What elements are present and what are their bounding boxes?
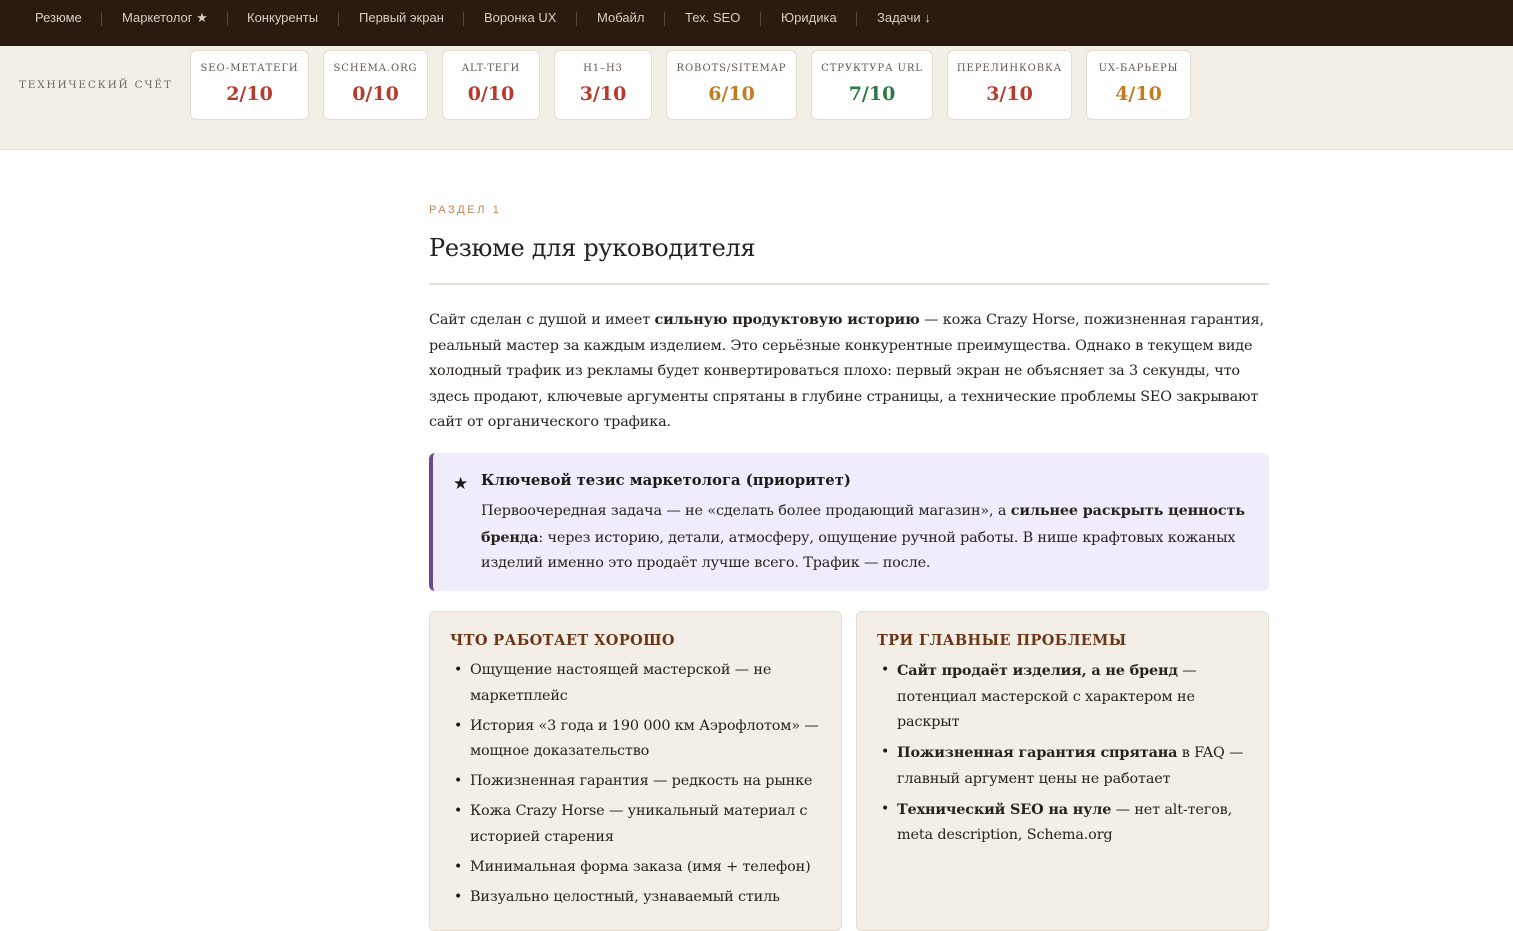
score-card-label: SEO-МЕТАТЕГИ	[200, 63, 299, 74]
intro-text: — кожа Crazy Horse, пожизненная гарантия, реальный мастер за каждым изделием. Это серьёзные конкурентные преимущества. Однако в текущем виде холодный трафик из рекламы будет конвертироваться плохо: первый экран не объясняет за 3 секунды, что здесь продают, ключевые аргументы спрятаны в глубине страницы, а технические проблемы SEO закрывают сайт от органического трафика.	[429, 312, 1265, 430]
nav-separator	[576, 12, 577, 26]
list-item	[877, 797, 1247, 849]
problem-emphasis: Сайт продаёт изделия, а не бренд	[897, 662, 1178, 679]
nav-item-tasks[interactable]: Задачи ↓	[877, 10, 931, 25]
problem-text: — потенциал мастерской с характером не раскрыт	[897, 663, 1197, 730]
score-card-alt-tags	[442, 50, 540, 120]
nav-item-marketer[interactable]: Маркетолог ★	[122, 10, 208, 25]
score-card-label: UX-БАРЬЕРЫ	[1098, 63, 1179, 74]
key-thesis-callout	[429, 453, 1269, 591]
list-item: • История «3 года и 190 000 км Аэрофлотом» — мощное доказательство	[450, 714, 820, 765]
score-card-label: H1–H3	[583, 63, 623, 74]
score-card-label: ROBOTS/SITEMAP	[676, 63, 787, 74]
score-card-label: SCHEMA.ORG	[333, 63, 418, 74]
star-icon: ★	[453, 474, 469, 494]
nav-separator	[101, 12, 102, 26]
score-card-url-structure	[811, 50, 933, 120]
score-card-value: 6/10	[708, 83, 755, 105]
main-problems-title: ТРИ ГЛАВНЫЕ ПРОБЛЕМЫ	[877, 632, 1127, 649]
section-kicker: РАЗДЕЛ 1	[429, 204, 502, 216]
score-card-label: ПЕРЕЛИНКОВКА	[956, 63, 1063, 74]
nav-item-competitors[interactable]: Конкуренты	[247, 10, 319, 25]
callout-text	[481, 498, 1256, 577]
problem-text: — нет alt-тегов, meta description, Schema.org	[897, 801, 1233, 843]
nav-separator	[227, 12, 228, 26]
callout-text-part: Первоочередная задача — не «сделать более продающий магазин», а	[481, 503, 1011, 519]
score-card-value: 0/10	[352, 83, 399, 105]
score-card-value: 0/10	[467, 83, 515, 105]
score-card-seo-meta	[190, 50, 309, 120]
top-navigation	[0, 0, 1513, 46]
what-works-panel	[429, 611, 842, 931]
intro-emphasis: сильную продуктовую историю	[654, 311, 920, 328]
callout-title: Ключевой тезис маркетолога (приоритет)	[481, 472, 851, 489]
intro-paragraph	[429, 307, 1269, 436]
list-item: • Пожизненная гарантия — редкость на рынке	[450, 769, 820, 795]
technical-score-bar	[0, 46, 1513, 150]
what-works-list	[450, 658, 820, 915]
list-item: • Минимальная форма заказа (имя + телефон)	[450, 855, 820, 881]
score-card-ux-barriers	[1086, 50, 1191, 120]
list-item	[877, 740, 1247, 792]
score-card-robots-sitemap	[666, 50, 797, 120]
problem-text: в FAQ — главный аргумент цены не работает	[897, 745, 1244, 787]
main-problems-panel	[856, 611, 1269, 931]
list-item: • Кожа Crazy Horse — уникальный материал с историей старения	[450, 799, 820, 850]
title-divider	[429, 283, 1269, 285]
score-card-headings	[554, 50, 652, 120]
score-card-value: 4/10	[1115, 83, 1162, 105]
nav-item-first-screen[interactable]: Первый экран	[359, 10, 444, 25]
callout-text-part: : через историю, детали, атмосферу, ощущение ручной работы. В нише крафтовых кожаных изделий именно это продаёт лучше всего. Трафик — после.	[481, 529, 1236, 571]
list-item: • Визуально целостный, узнаваемый стиль	[450, 885, 820, 911]
score-card-value: 7/10	[848, 83, 896, 105]
nav-item-tech-seo[interactable]: Тех. SEO	[685, 10, 741, 25]
nav-item-summary[interactable]: Резюме	[35, 10, 82, 25]
nav-separator	[760, 12, 761, 26]
problem-emphasis: Технический SEO на нуле	[897, 800, 1112, 818]
score-card-schema	[323, 50, 428, 120]
score-card-value: 3/10	[986, 83, 1033, 105]
what-works-title: ЧТО РАБОТАЕТ ХОРОШО	[450, 632, 675, 649]
nav-item-mobile[interactable]: Мобайл	[597, 10, 645, 25]
nav-separator	[856, 12, 857, 26]
callout-emphasis: сильнее раскрыть ценность бренда	[481, 502, 1245, 546]
score-card-internal-links	[947, 50, 1072, 120]
score-card-value: 3/10	[579, 83, 627, 105]
score-card-label: ALT-ТЕГИ	[461, 63, 521, 74]
list-item: • Ощущение настоящей мастерской — не маркетплейс	[450, 658, 820, 709]
score-card-value: 2/10	[226, 83, 273, 105]
list-item	[877, 658, 1247, 736]
intro-text: Сайт сделан с душой и имеет	[429, 312, 655, 328]
page-title: Резюме для руководителя	[429, 234, 756, 262]
nav-item-legal[interactable]: Юридика	[781, 10, 837, 25]
nav-item-ux-funnel[interactable]: Воронка UX	[484, 10, 557, 25]
nav-separator	[463, 12, 464, 26]
main-problems-list	[877, 658, 1247, 853]
score-card-label: СТРУКТУРА URL	[821, 63, 923, 74]
technical-score-title: ТЕХНИЧЕСКИЙ СЧЁТ	[19, 79, 173, 91]
nav-separator	[664, 12, 665, 26]
problem-emphasis: Пожизненная гарантия спрятана	[897, 744, 1178, 761]
nav-separator	[338, 12, 339, 26]
